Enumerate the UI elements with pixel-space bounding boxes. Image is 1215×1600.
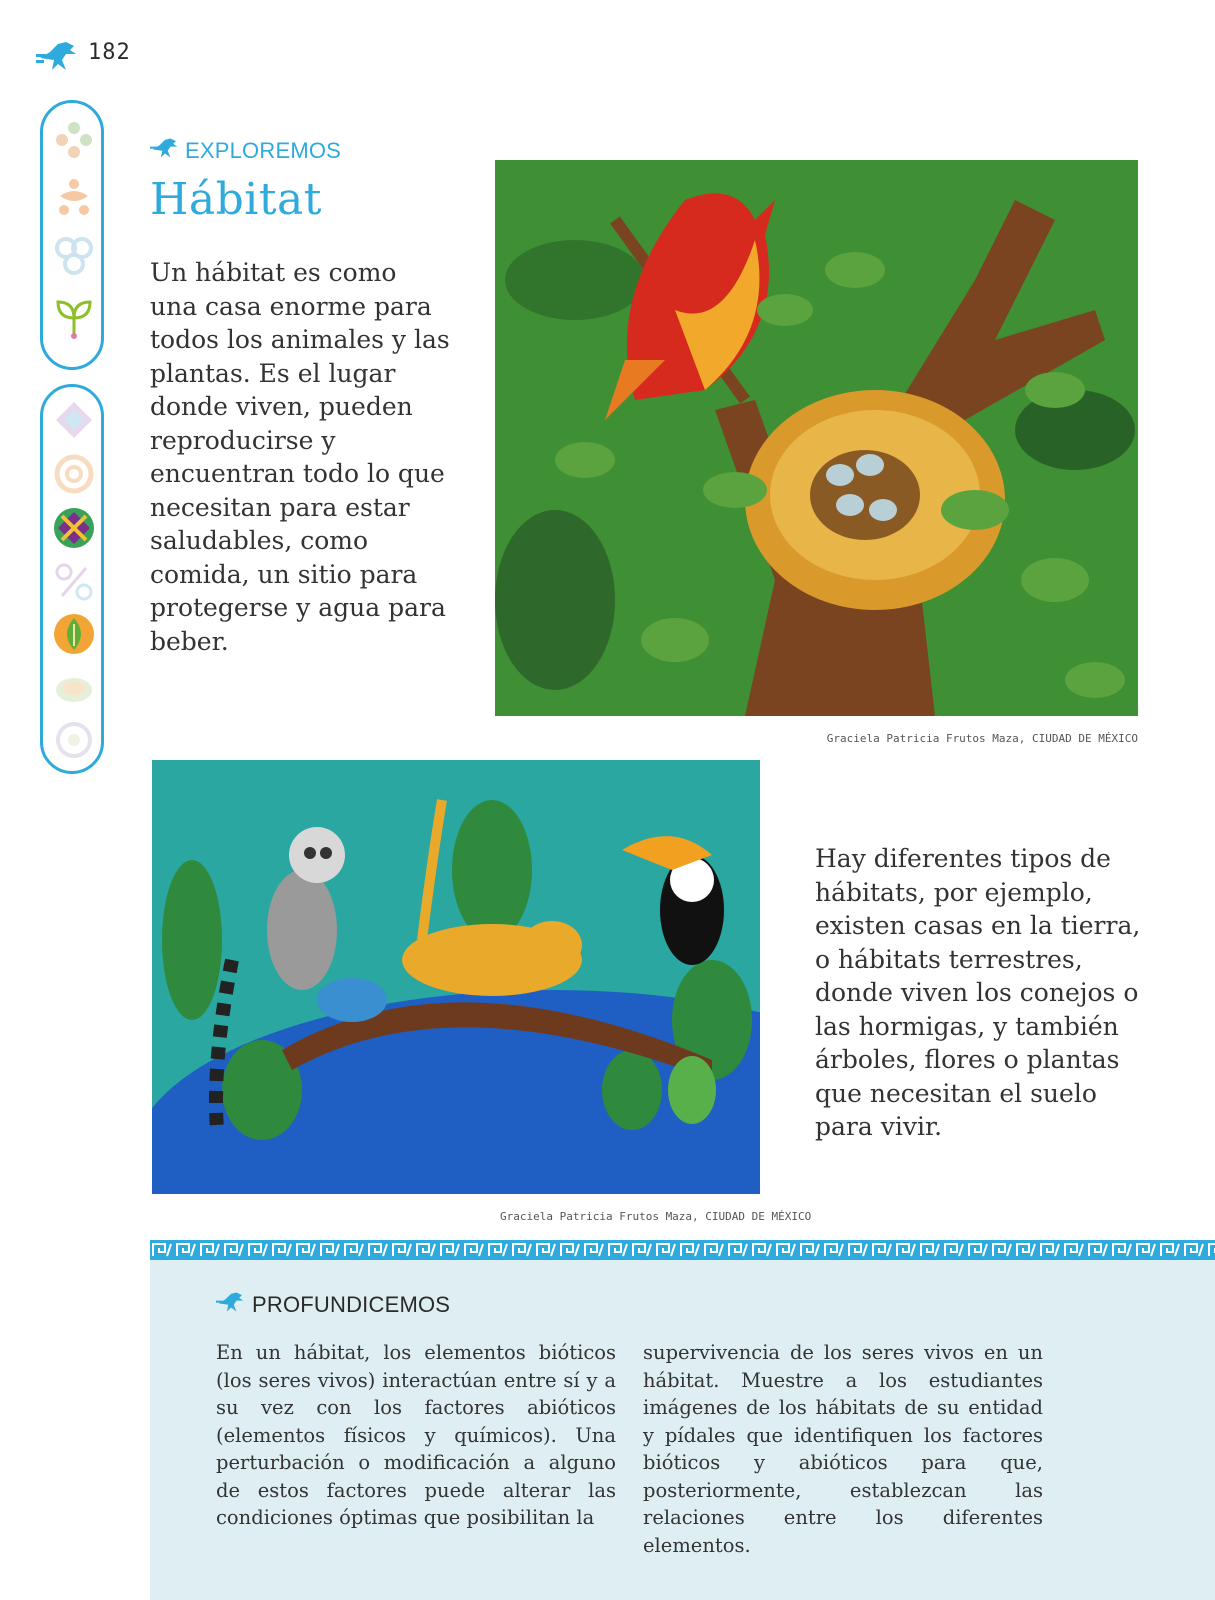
teacher-note-column-2: supervivencia de los seres vivos en un hábitat. Muestre a los estudiantes imágenes de los hábitats de su entidad y pídales que identifiquen los factores bióticos y abióticos para que, posteriormente, establezcan las relaciones entre los diferentes elementos. bbox=[643, 1341, 1043, 1557]
habitat-types-paragraph: Hay diferentes tipos de hábitats, por ejemplo, existen casas en la tierra, o hábitats terrestres, donde viven los conejos o las hormigas, y también árboles, flores o plantas que necesitan el suelo para vivir. bbox=[815, 844, 1141, 1141]
page-number: 182 bbox=[88, 40, 131, 65]
diamond-pattern-icon bbox=[52, 398, 96, 442]
bird-logo-icon bbox=[36, 38, 80, 74]
bird-section-icon bbox=[216, 1288, 246, 1316]
caption-painting-2: Graciela Patricia Frutos Maza, CIUDAD DE MÉXICO bbox=[500, 1210, 812, 1223]
cross-tile-icon bbox=[52, 506, 96, 550]
page-title: Hábitat bbox=[150, 174, 322, 225]
sprout-icon bbox=[52, 296, 96, 340]
percent-icon bbox=[52, 560, 96, 604]
spiral-icon bbox=[52, 452, 96, 496]
caption-painting-1: Graciela Patricia Frutos Maza, CIUDAD DE MÉXICO bbox=[826, 732, 1138, 745]
hands-icon bbox=[52, 234, 96, 278]
section-label-deepen: PROFUNDICEMOS bbox=[252, 1292, 451, 1317]
turtle-icon bbox=[52, 666, 96, 710]
leaves-icon bbox=[52, 118, 96, 162]
painting-bird-nest bbox=[495, 160, 1138, 716]
bird-section-icon bbox=[150, 134, 180, 162]
moon-icon bbox=[52, 718, 96, 762]
leaf-flame-icon bbox=[52, 612, 96, 656]
meander-border bbox=[150, 1240, 1215, 1260]
section-label-explore: EXPLOREMOS bbox=[185, 138, 342, 163]
painting-jungle-animals bbox=[152, 760, 760, 1194]
intro-paragraph: Un hábitat es como una casa enorme para todos los animales y las plantas. Es el lugar donde viven, pueden reproducirse y encuentran todo lo que necesitan para estar saludables, como comida, un sitio para protegerse y agua para beber. bbox=[150, 258, 450, 656]
people-icon bbox=[52, 176, 96, 220]
teacher-note-column-1: En un hábitat, los elementos bióticos (los seres vivos) interactúan entre sí y a su vez con los factores abióticos (elementos físicos y químicos). Una perturbación o modificación a alguno de estos factores puede alterar las condiciones óptimas que posibilitan la bbox=[216, 1341, 616, 1529]
